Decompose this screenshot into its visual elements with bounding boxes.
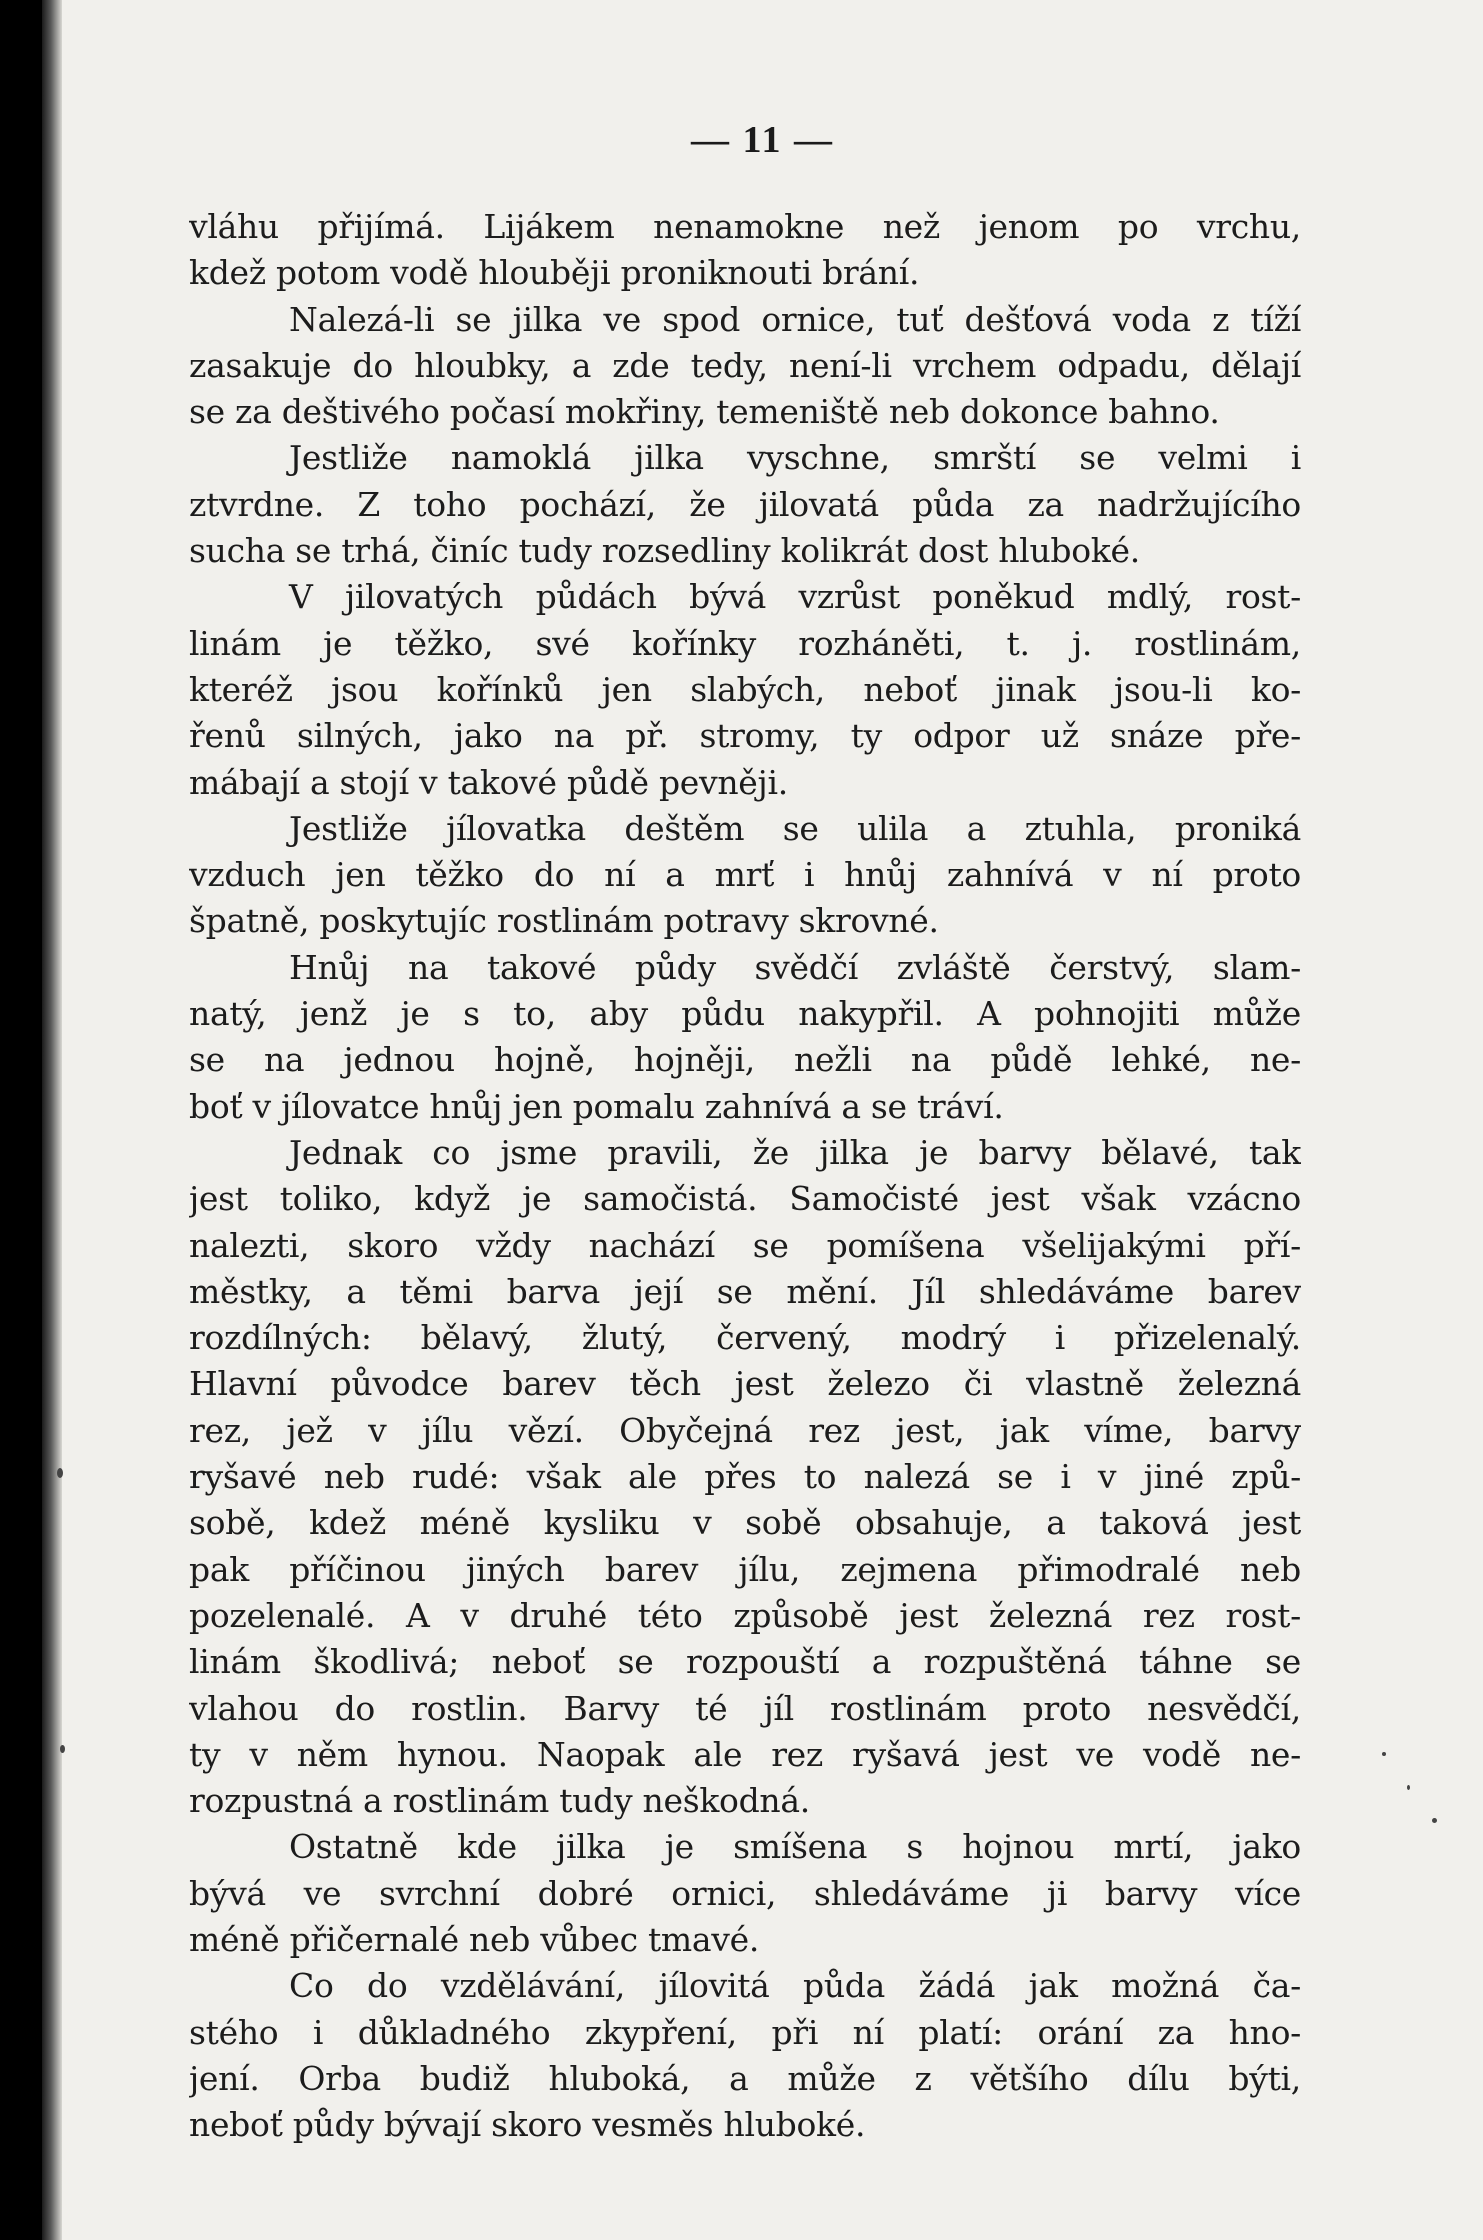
- paragraph: [189, 1130, 1301, 1824]
- text-line: boť v jílovatce hnůj jen pomalu zahnívá a se tráví.: [189, 1086, 1004, 1126]
- text-line: pozelenalé. A v druhé této způsobě jest železná rez rost-: [189, 1595, 1301, 1635]
- text-line: Jestliže jílovatka deštěm se ulila a ztuhla, proniká: [289, 808, 1301, 848]
- paragraph: [189, 204, 1301, 297]
- text-line: kteréž jsou kořínků jen slabých, neboť jinak jsou-li ko-: [189, 669, 1301, 709]
- text-line: vláhu přijímá. Lijákem nenamokne než jenom po vrchu,: [189, 207, 1301, 246]
- text-line: sobě, kdež méně kysliku v sobě obsahuje, a taková jest: [189, 1503, 1301, 1543]
- print-speck: [1432, 1818, 1437, 1823]
- text-line: špatně, poskytujíc rostlinám potravy skrovné.: [189, 901, 939, 941]
- text-line: rozdílných: bělavý, žlutý, červený, modrý i přizelenalý.: [189, 1318, 1301, 1358]
- book-page: [42, 0, 1483, 2240]
- text-line: Jednak co jsme pravili, že jilka je barvy bělavé, tak: [289, 1132, 1301, 1172]
- text-line: jest toliko, když je samočistá. Samočisté jest však vzácno: [189, 1179, 1301, 1219]
- text-line: linám je těžko, své kořínky rozháněti, t. j. rostlinám,: [189, 623, 1301, 663]
- text-line: natý, jenž je s to, aby půdu nakypřil. A pohnojiti může: [189, 994, 1301, 1034]
- text-line: méně přičernalé neb vůbec tmavé.: [189, 1919, 760, 1959]
- text-line: kdež potom vodě hlouběji proniknouti brání.: [189, 253, 920, 293]
- text-line: Co do vzdělávání, jílovitá půda žádá jak možná ča-: [289, 1966, 1301, 2006]
- text-line: Ostatně kde jilka je smíšena s hojnou mrtí, jako: [289, 1827, 1301, 1867]
- text-line: pak příčinou jiných barev jílu, zejmena přimodralé neb: [189, 1549, 1301, 1589]
- paragraph: [189, 945, 1301, 1130]
- page-number: — 11 —: [691, 119, 834, 161]
- text-line: Hlavní původce barev těch jest železo či vlastně železná: [189, 1364, 1301, 1404]
- text-line: stého i důkladného zkypření, při ní platí: orání za hno-: [189, 2012, 1301, 2052]
- text-line: ztvrdne. Z toho pochází, že jilovatá půda za nadržujícího: [189, 484, 1301, 524]
- text-line: Jestliže namoklá jilka vyschne, smrští se velmi i: [289, 438, 1301, 478]
- paragraph: [189, 806, 1301, 945]
- print-speck: [1382, 1752, 1386, 1756]
- text-line: řenů silných, jako na př. stromy, ty odpor už snáze pře-: [189, 716, 1301, 756]
- print-speck: [60, 1745, 65, 1753]
- text-line: neboť půdy bývají skoro vesměs hluboké.: [189, 2105, 866, 2145]
- text-line: jení. Orba budiž hluboká, a může z většího dílu býti,: [189, 2058, 1301, 2098]
- text-line: Nalezá-li se jilka ve spod ornice, tuť dešťová voda z tíží: [289, 299, 1301, 339]
- print-speck: [1407, 1785, 1410, 1790]
- text-line: mábají a stojí v takové půdě pevněji.: [189, 762, 788, 802]
- text-line: se na jednou hojně, hojněji, nežli na půdě lehké, ne-: [189, 1040, 1301, 1080]
- print-speck: [57, 1468, 63, 1478]
- text-line: vzduch jen těžko do ní a mrť i hnůj zahnívá v ní proto: [189, 855, 1301, 895]
- text-line: linám škodlivá; neboť se rozpouští a rozpuštěná táhne se: [189, 1642, 1301, 1682]
- text-line: vlahou do rostlin. Barvy té jíl rostlinám proto nesvědčí,: [189, 1688, 1301, 1728]
- body-text: [189, 204, 1301, 2148]
- text-line: sucha se trhá, činíc tudy rozsedliny kolikrát dost hluboké.: [189, 531, 1140, 571]
- text-line: rozpustná a rostlinám tudy neškodná.: [189, 1781, 810, 1821]
- text-line: ryšavé neb rudé: však ale přes to nalezá se i v jiné způ-: [189, 1457, 1301, 1497]
- text-line: zasakuje do hloubky, a zde tedy, není-li vrchem odpadu, dělají: [189, 345, 1301, 385]
- text-line: V jilovatých půdách bývá vzrůst poněkud mdlý, rost-: [289, 577, 1301, 617]
- text-line: se za deštivého počasí mokřiny, temeniště neb dokonce bahno.: [189, 392, 1220, 432]
- paragraph: [189, 297, 1301, 436]
- text-line: Hnůj na takové půdy svědčí zvláště čerstvý, slam-: [289, 947, 1301, 987]
- text-line: rez, jež v jílu vězí. Obyčejná rez jest, jak víme, barvy: [189, 1410, 1301, 1450]
- paragraph: [189, 1824, 1301, 1963]
- text-line: městky, a těmi barva její se mění. Jíl shledáváme barev: [189, 1271, 1301, 1311]
- text-line: nalezti, skoro vždy nachází se pomíšena všelijakými pří-: [189, 1225, 1301, 1265]
- paragraph: [189, 435, 1301, 574]
- paragraph: [189, 1963, 1301, 2148]
- paragraph: [189, 574, 1301, 805]
- page-binding-shadow: [42, 0, 62, 2240]
- text-line: bývá ve svrchní dobré ornici, shledáváme ji barvy více: [189, 1873, 1301, 1913]
- text-line: ty v něm hynou. Naopak ale rez ryšavá jest ve vodě ne-: [189, 1734, 1301, 1774]
